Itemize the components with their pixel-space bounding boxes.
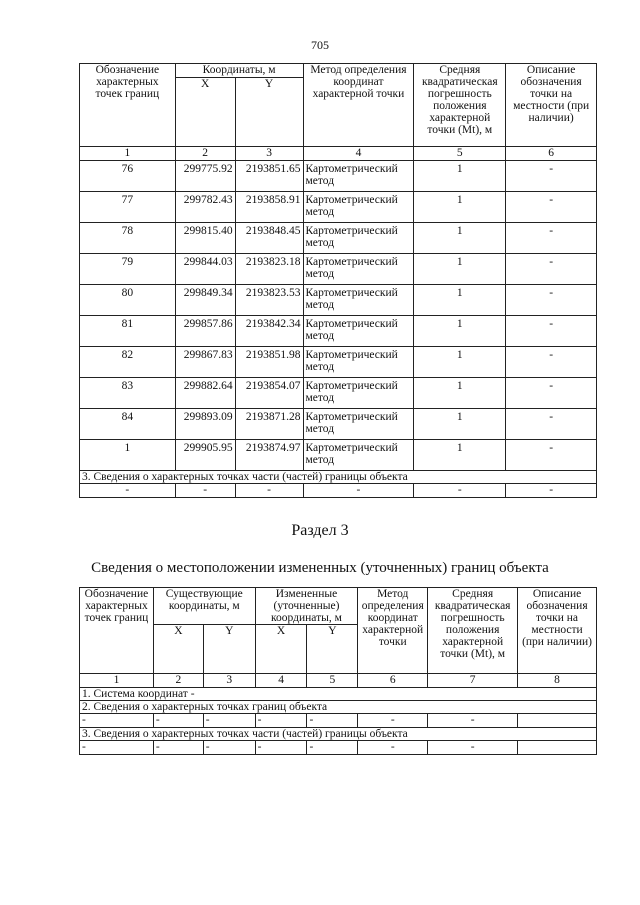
error-cell: 1 (414, 192, 506, 223)
header-x: X (153, 625, 203, 674)
header-x: X (255, 625, 307, 674)
header-method: Метод определения координат характерной точки (358, 588, 428, 674)
header-y: Y (203, 625, 255, 674)
description-cell: - (506, 316, 597, 347)
point-cell: 84 (80, 409, 176, 440)
error-cell: 1 (414, 161, 506, 192)
table-cell: - (358, 741, 428, 755)
column-number: 3 (203, 674, 255, 688)
point-cell: 83 (80, 378, 176, 409)
column-number: 2 (175, 147, 235, 161)
error-cell: 1 (414, 440, 506, 471)
point-cell: 76 (80, 161, 176, 192)
description-cell: - (506, 254, 597, 285)
column-number: 6 (358, 674, 428, 688)
parts-heading: 3. Сведения о характерных точках части (частей) границы объекта (80, 471, 597, 484)
column-number: 6 (506, 147, 597, 161)
table-row (80, 223, 597, 254)
column-number: 2 (153, 674, 203, 688)
error-cell: 1 (414, 378, 506, 409)
y-cell: 2193823.53 (235, 285, 303, 316)
header-error: Средняя квадратическая погрешность положения характерной точки (Mt), м (428, 588, 518, 674)
table-cell (518, 741, 597, 755)
description-cell: - (506, 409, 597, 440)
description-cell: - (506, 347, 597, 378)
table-row (80, 378, 597, 409)
header-changed-coordinates: Измененные (уточненные) координаты, м (255, 588, 358, 625)
header-y: Y (307, 625, 358, 674)
table-row (80, 316, 597, 347)
table-cell (518, 714, 597, 728)
coordinates-table (79, 63, 597, 498)
header-existing-coordinates: Существующие координаты, м (153, 588, 255, 625)
table-cell: - (414, 484, 506, 498)
method-cell: Картометрический метод (303, 254, 414, 285)
x-cell: 299857.86 (175, 316, 235, 347)
description-cell: - (506, 192, 597, 223)
section-title: Раздел 3 (291, 522, 349, 539)
table-row (80, 192, 597, 223)
method-cell: Картометрический метод (303, 409, 414, 440)
y-cell: 2193842.34 (235, 316, 303, 347)
y-cell: 2193871.28 (235, 409, 303, 440)
table-row (80, 409, 597, 440)
header-point-designation: Обозначение характерных точек границ (80, 64, 176, 147)
description-cell: - (506, 285, 597, 316)
column-number: 7 (428, 674, 518, 688)
table-cell: - (80, 484, 176, 498)
y-cell: 2193851.98 (235, 347, 303, 378)
header-error: Средняя квадратическая погрешность положения характерной точки (Mt), м (414, 64, 506, 147)
column-number: 3 (235, 147, 303, 161)
x-cell: 299849.34 (175, 285, 235, 316)
table-cell: - (203, 714, 255, 728)
table-cell: - (303, 484, 414, 498)
error-cell: 1 (414, 223, 506, 254)
point-cell: 79 (80, 254, 176, 285)
table-row (80, 347, 597, 378)
method-cell: Картометрический метод (303, 223, 414, 254)
header-description: Описание обозначения точки на местности (при наличии) (518, 588, 597, 674)
table-cell: - (203, 741, 255, 755)
y-cell: 2193848.45 (235, 223, 303, 254)
table-cell: - (358, 714, 428, 728)
table-row (80, 285, 597, 316)
header-x: X (175, 78, 235, 147)
point-cell: 77 (80, 192, 176, 223)
table-cell: - (175, 484, 235, 498)
column-number: 8 (518, 674, 597, 688)
method-cell: Картометрический метод (303, 440, 414, 471)
coord-system-row: 1. Система координат - (80, 688, 597, 701)
y-cell: 2193854.07 (235, 378, 303, 409)
table-row (80, 254, 597, 285)
table-cell: - (80, 741, 154, 755)
method-cell: Картометрический метод (303, 192, 414, 223)
error-cell: 1 (414, 316, 506, 347)
error-cell: 1 (414, 409, 506, 440)
y-cell: 2193823.18 (235, 254, 303, 285)
error-cell: 1 (414, 285, 506, 316)
table-cell: - (255, 741, 307, 755)
table-cell: - (506, 484, 597, 498)
page-number: 705 (311, 38, 329, 52)
method-cell: Картометрический метод (303, 316, 414, 347)
y-cell: 2193858.91 (235, 192, 303, 223)
column-number: 4 (303, 147, 414, 161)
y-cell: 2193874.97 (235, 440, 303, 471)
header-description: Описание обозначения точки на местности (при наличии) (506, 64, 597, 147)
method-cell: Картометрический метод (303, 378, 414, 409)
header-coordinates: Координаты, м (175, 64, 303, 78)
table-cell: - (255, 714, 307, 728)
x-cell: 299844.03 (175, 254, 235, 285)
x-cell: 299815.40 (175, 223, 235, 254)
table-cell: - (153, 741, 203, 755)
x-cell: 299905.95 (175, 440, 235, 471)
point-cell: 81 (80, 316, 176, 347)
column-number: 1 (80, 674, 154, 688)
column-number: 4 (255, 674, 307, 688)
table-cell: - (80, 714, 154, 728)
x-cell: 299775.92 (175, 161, 235, 192)
description-cell: - (506, 161, 597, 192)
table-row (80, 161, 597, 192)
point-cell: 82 (80, 347, 176, 378)
table-cell: - (428, 741, 518, 755)
method-cell: Картометрический метод (303, 347, 414, 378)
x-cell: 299867.83 (175, 347, 235, 378)
column-number: 5 (414, 147, 506, 161)
section-subtitle: Сведения о местоположении измененных (уточненных) границ объекта (91, 560, 549, 576)
point-cell: 80 (80, 285, 176, 316)
error-cell: 1 (414, 254, 506, 285)
header-y: Y (235, 78, 303, 147)
x-cell: 299882.64 (175, 378, 235, 409)
changed-boundaries-table (79, 587, 597, 755)
description-cell: - (506, 223, 597, 254)
table-cell: - (235, 484, 303, 498)
method-cell: Картометрический метод (303, 285, 414, 316)
description-cell: - (506, 440, 597, 471)
description-cell: - (506, 378, 597, 409)
x-cell: 299893.09 (175, 409, 235, 440)
error-cell: 1 (414, 347, 506, 378)
table-cell: - (307, 714, 358, 728)
table-cell: - (307, 741, 358, 755)
parts-heading: 3. Сведения о характерных точках части (частей) границы объекта (80, 728, 597, 741)
table-row (80, 440, 597, 471)
header-method: Метод определения координат характерной точки (303, 64, 414, 147)
table-cell: - (428, 714, 518, 728)
y-cell: 2193851.65 (235, 161, 303, 192)
header-point-designation: Обозначение характерных точек границ (80, 588, 154, 674)
point-cell: 78 (80, 223, 176, 254)
x-cell: 299782.43 (175, 192, 235, 223)
method-cell: Картометрический метод (303, 161, 414, 192)
point-cell: 1 (80, 440, 176, 471)
column-number: 5 (307, 674, 358, 688)
column-number: 1 (80, 147, 176, 161)
table-cell: - (153, 714, 203, 728)
points-heading: 2. Сведения о характерных точках границ объекта (80, 701, 597, 714)
